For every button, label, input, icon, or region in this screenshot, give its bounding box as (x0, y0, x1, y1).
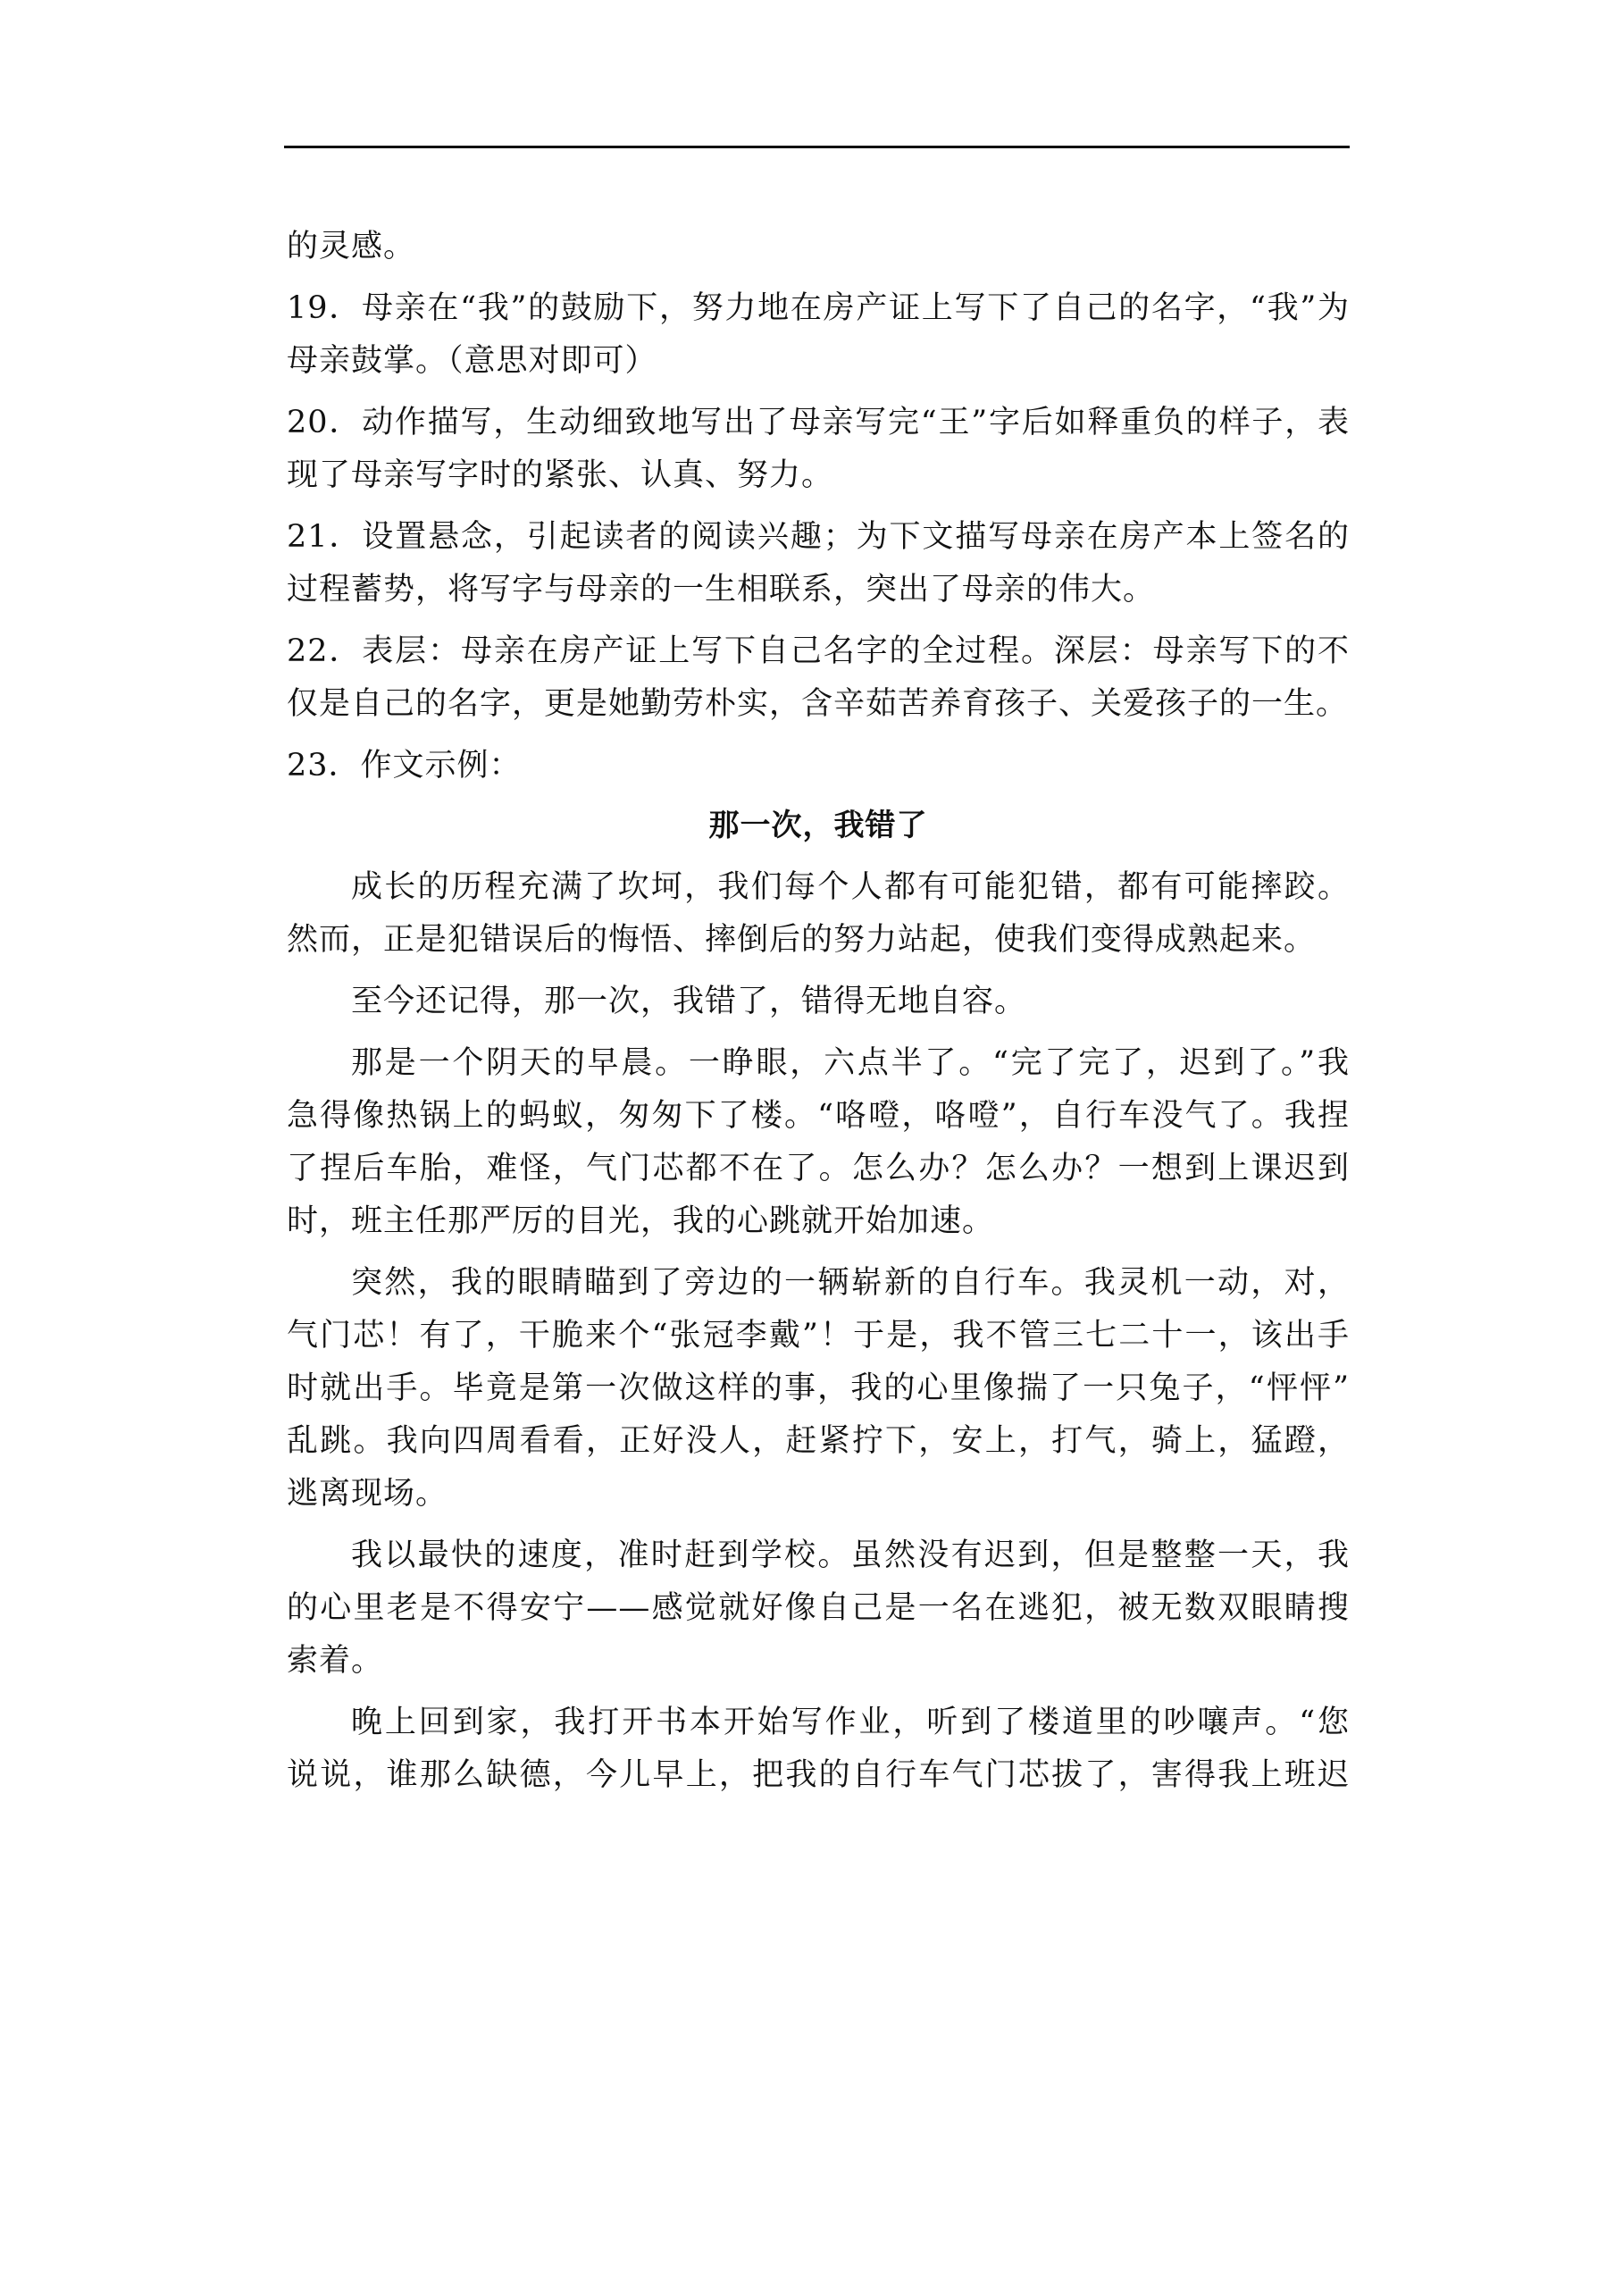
text-line: 然而，正是犯错误后的悔悟、摔倒后的努力站起，使我们变得成熟起来。 (287, 922, 1317, 958)
text-line: 23．作文示例： (287, 748, 522, 783)
text-line: 了捏后车胎，难怪，气门芯都不在了。怎么办？怎么办？一想到上课迟到 (287, 1151, 1350, 1186)
header-rule (284, 146, 1350, 148)
text-line: 晚上回到家，我打开书本开始写作业，听到了楼道里的吵嚷声。“您 (351, 1705, 1350, 1740)
page-content (287, 221, 1350, 1802)
essay-paragraph (287, 1529, 1350, 1688)
text-line: 过程蓄势，将写字与母亲的一生相联系，突出了母亲的伟大。 (287, 572, 1156, 608)
answer-item (287, 397, 1350, 502)
text-line: 母亲鼓掌。（意思对即可） (287, 343, 657, 379)
text-line: 我以最快的速度，准时赶到学校。虽然没有迟到，但是整整一天，我 (351, 1538, 1350, 1573)
text-line: 急得像热锅上的蚂蚁，匆匆下了楼。“咯噔，咯噔”，自行车没气了。我捏 (287, 1098, 1350, 1134)
essay-paragraph (287, 1697, 1350, 1802)
text-line: 时，班主任那严厉的目光，我的心跳就开始加速。 (287, 1203, 995, 1239)
text-line: 仅是自己的名字，更是她勤劳朴实，含辛茹苦养育孩子、关爱孩子的一生。 (287, 686, 1349, 722)
answer-item (287, 740, 1350, 792)
text-line: 的心里老是不得安宁——感觉就好像自己是一名在逃犯，被无数双眼睛搜 (287, 1590, 1350, 1626)
text-line: 19．母亲在“我”的鼓励下，努力地在房产证上写下了自己的名字，“我”为 (287, 290, 1350, 326)
text-line: 突然，我的眼睛瞄到了旁边的一辆崭新的自行车。我灵机一动，对， (351, 1265, 1350, 1301)
text-line: 乱跳。我向四周看看，正好没人，赶紧拧下，安上，打气，骑上，猛蹬， (287, 1423, 1350, 1459)
text-line: 说说，谁那么缺德，今儿早上，把我的自行车气门芯拔了，害得我上班迟 (287, 1757, 1350, 1793)
text-line: 22．表层：母亲在房产证上写下自己名字的全过程。深层：母亲写下的不 (287, 633, 1350, 669)
answer-item (287, 282, 1350, 388)
text-line: 至今还记得，那一次，我错了，错得无地自容。 (351, 984, 1027, 1019)
essay-paragraph (287, 976, 1350, 1028)
essay-paragraph (287, 861, 1350, 967)
text-line: 成长的历程充满了坎坷，我们每个人都有可能犯错，都有可能摔跤。 (351, 869, 1350, 905)
text-line: 那是一个阴天的早晨。一睁眼，六点半了。“完了完了，迟到了。”我 (351, 1045, 1350, 1081)
answer-item (287, 221, 1350, 273)
text-line: 20．动作描写，生动细致地写出了母亲写完“王”字后如释重负的样子，表 (287, 405, 1350, 440)
text-line: 现了母亲写字时的紧张、认真、努力。 (287, 457, 834, 493)
answer-item (287, 511, 1350, 616)
answer-item (287, 625, 1350, 731)
essay-paragraph (287, 1037, 1350, 1248)
text-line: 时就出手。毕竟是第一次做这样的事，我的心里像揣了一只兔子，“怦怦” (287, 1370, 1350, 1406)
essay-paragraph (287, 1257, 1350, 1521)
text-line: 21．设置悬念，引起读者的阅读兴趣；为下文描写母亲在房产本上签名的 (287, 519, 1350, 555)
text-line: 逃离现场。 (287, 1476, 448, 1512)
text-line: 气门芯！有了，干脆来个“张冠李戴”！于是，我不管三七二十一，该出手 (287, 1318, 1350, 1353)
text-line: 的灵感。 (287, 229, 416, 264)
essay-title: 那一次，我错了 (708, 808, 928, 843)
text-line: 索着。 (287, 1643, 384, 1679)
